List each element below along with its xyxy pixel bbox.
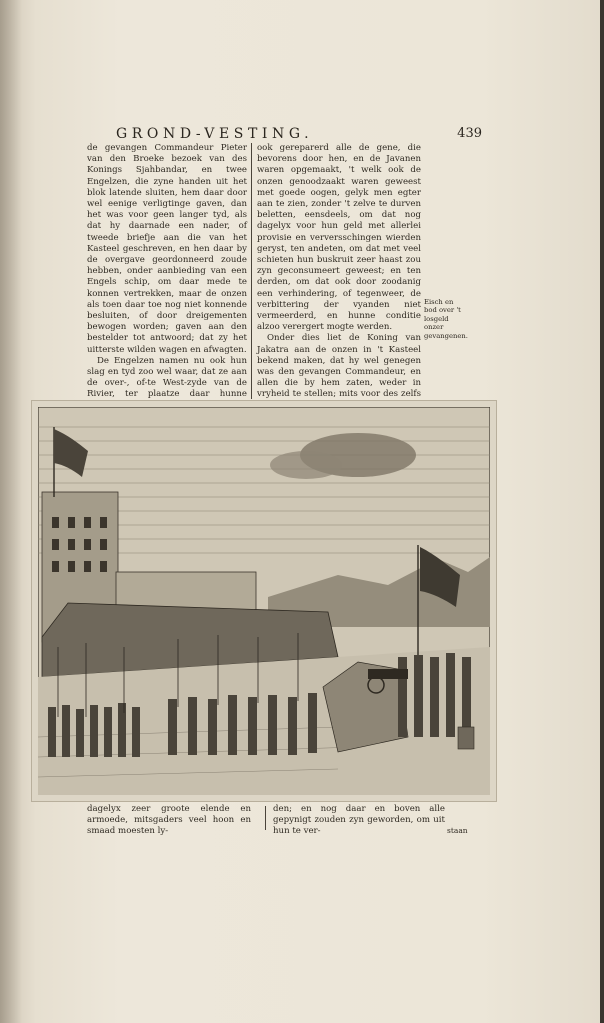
margin-note: Eisch en bod over 't losgeld onzer gevangenen. (424, 298, 468, 340)
bottom-left-text (87, 804, 251, 838)
page-number: 439 (457, 126, 482, 141)
column-divider (251, 143, 252, 399)
gutter-shadow (0, 0, 22, 1023)
running-title: GROND-VESTING. (116, 126, 314, 142)
bottom-left-paragraph: dagelyx zeer groote elende en armoede, mitsgaders veel hoon en smaad moesten ly- (87, 804, 251, 837)
page-header (112, 126, 482, 142)
bottom-right-paragraph: den; en nog daar en boven alle gepynigt zouden zyn geworden, om uit hun te ver- (273, 804, 445, 837)
right-paragraph-2: Onder dies liet de Koning van Jakatra aan de onzen in 't Kasteel bekend maken, dat hy wel genegen was den gevangen Commandeur, en allen die by hem zaten, weder in vryheid te stellen; mits voor des zelfs (257, 333, 421, 400)
engraving-illustration (38, 407, 490, 795)
catchword: staan (447, 826, 468, 835)
right-paragraph-1: ook gereparerd alle de gene, die bevorens door hen, en de Javanen waren opgemaakt, 't welk ook de onzen genoodzaakt waren geweest met goede oogen, gelyk men egter aan te zien, zonder 't zelve te durven beletten, eensdeels, om dat nog dagelyx voor hun geld met allerlei provisie en verversschingen wierden geryst, ten andeten, om dat met veel schieten hun buskruit zeer haast zou zyn geconsumeert geweest; en ten derden, om dat ook door zoodanig een verhindering, of tegenweer, de verbittering der vyanden niet vermeerderd, en hunne conditie alzoo verergert mogte werden. (257, 143, 421, 333)
engraving-plate (31, 400, 497, 802)
barrel (458, 727, 474, 749)
bottom-right-text (273, 804, 445, 838)
left-paragraph-2: De Engelzen namen nu ook hun slag en tyd zoo wel waar, dat ze aan de over-, of-te West-zyde van de Rivier, ter plaatze daar hunne (87, 355, 247, 400)
left-paragraph-1: de gevangen Commandeur Pieter van den Broeke bezoek van des Konings Sjahbandar, en twee Engelzen, die zyne handen uit het blok latende sluiten, hem daar door wel eenige verligtinge gaven, dan het was voor geen langer tyd, als dat hy daarnade een nader, of tweede briefje aan die van het Kasteel geschreven, en hen daar by de overgave geordonneerd zoude hebben, onder aanbieding van een Engels schip, om daar mede te konnen vertrekken, maar de onzen als toen daar toe nog niet konnende besluiten, of door dreigementen bewogen worden; gaven aan den bestelder tot antwoord; dat zy het uitterste wilden wagen en afwagten. (87, 143, 247, 355)
bottom-column-divider (265, 806, 266, 830)
